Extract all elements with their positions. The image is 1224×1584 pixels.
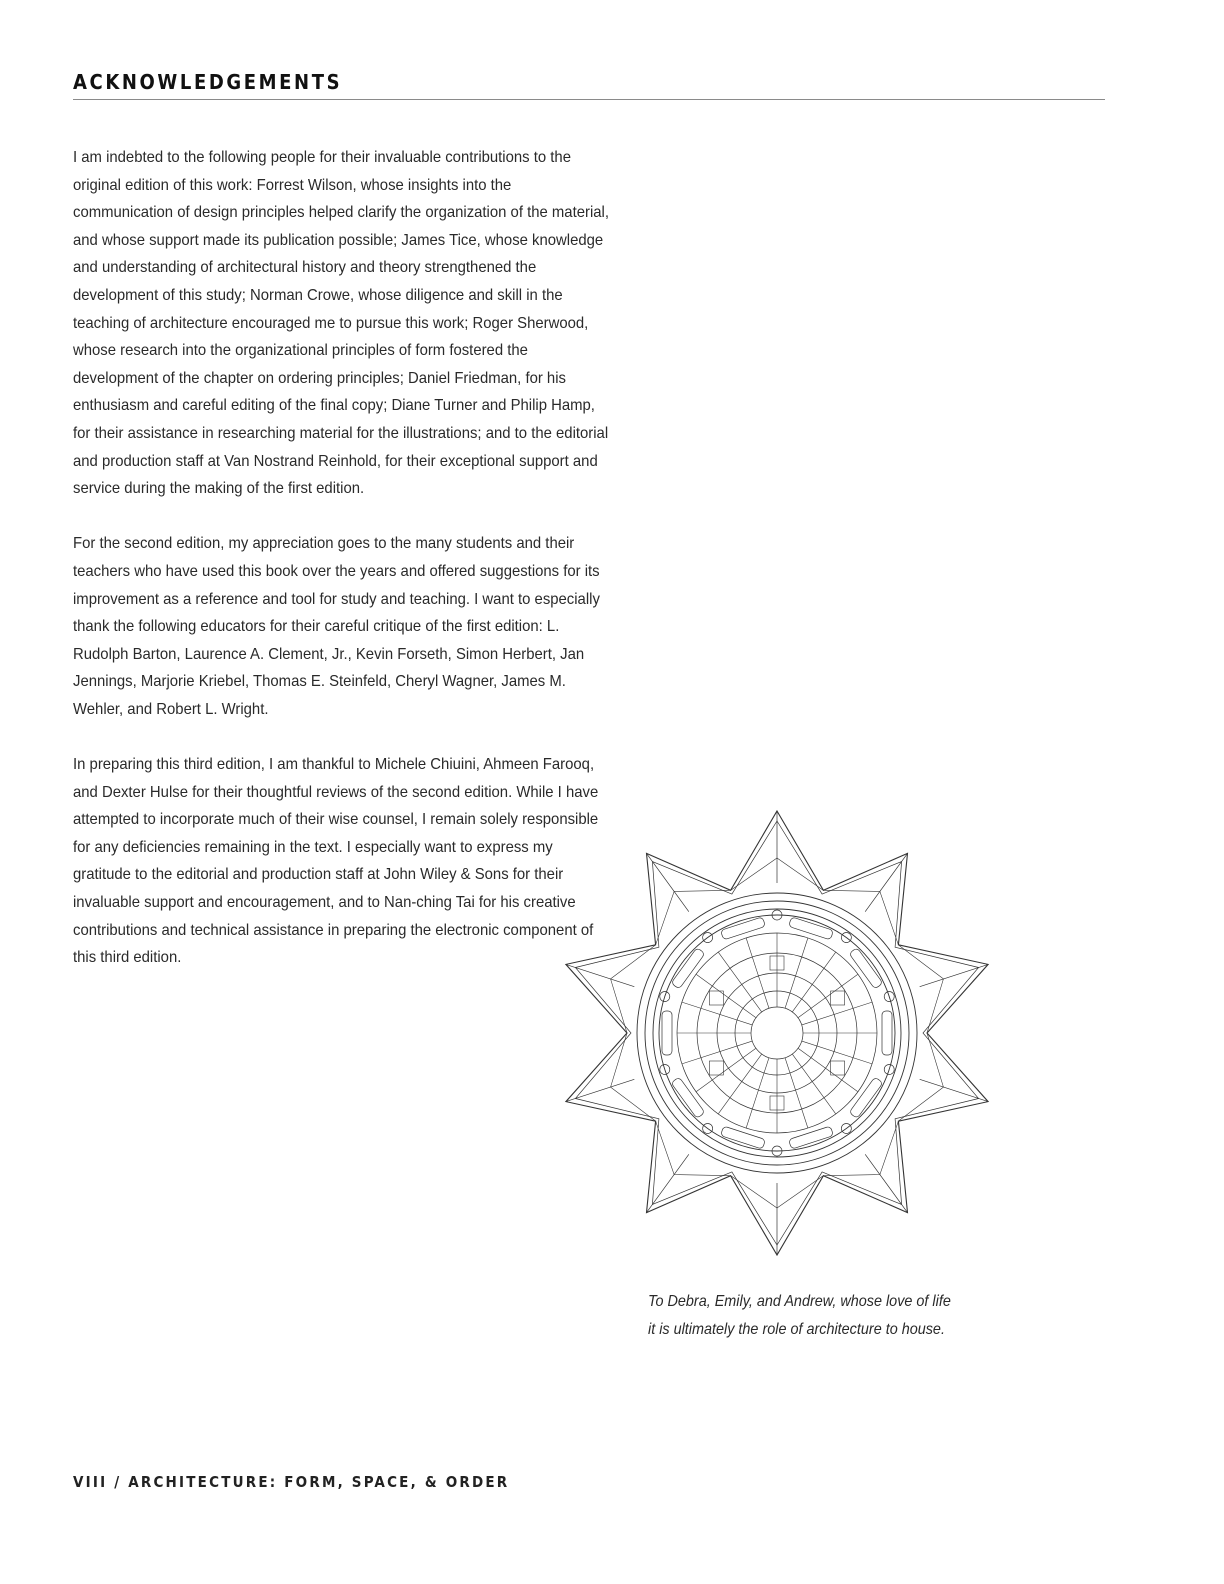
page-heading: ACKNOWLEDGEMENTS xyxy=(73,70,343,94)
paragraph-first-edition: I am indebted to the following people for their invaluable contributions to the original edition of this work: Forrest Wilson, whose insights into the communication of design principles helped clarify the organization of the material, and whose support made its publication possible; James Tice, whose knowledge and understanding of architectural history and theory strengthened the development of this study; Norman Crowe, whose diligence and skill in the teaching of architecture encouraged me to pursue this work; Roger Sherwood, whose research into the organizational principles of form fostered the development of the chapter on ordering principles; Daniel Friedman, for his enthusiasm and careful editing of the final copy; Diane Turner and Philip Hamp, for their assistance in researching material for the illustrations; and to the editorial and production staff at Van Nostrand Reinhold, for their exceptional support and service during the making of the first edition. xyxy=(73,149,609,498)
page-footer: VIII / ARCHITECTURE: FORM, SPACE, & ORDER xyxy=(73,1473,510,1491)
paragraph-second-edition: For the second edition, my appreciation goes to the many students and their teachers who have used this book over the years and offered suggestions for its improvement as a reference and tool for study and teaching. I want to especially thank the following educators for their careful critique of the first edition: L. Rudolph Barton, Laurence A. Clement, Jr., Kevin Forseth, Simon Herbert, Jan Jennings, Marjorie Kriebel, Thomas E. Steinfeld, Cheryl Wagner, James M. Wehler, and Robert L. Wright. xyxy=(73,535,600,718)
dedication-caption: To Debra, Emily, and Andrew, whose love of life it is ultimately the role of architecture to house. xyxy=(648,1293,951,1338)
heading-rule xyxy=(73,99,1105,100)
paragraph-third-edition: In preparing this third edition, I am thankful to Michele Chiuini, Ahmeen Farooq, and Dexter Hulse for their thoughtful reviews of the second edition. While I have attempted to incorporate much of their wise counsel, I remain solely responsible for any deficiencies remaining in the text. I especially want to express my gratitude to the editorial and production staff at John Wiley & Sons for their invaluable support and encouragement, and to Nan-ching Tai for his creative contributions and technical assistance in preparing the electronic component of this third edition. xyxy=(73,756,599,967)
acknowledgements-body xyxy=(73,144,613,999)
star-dome-plan-illustration xyxy=(552,808,1002,1258)
